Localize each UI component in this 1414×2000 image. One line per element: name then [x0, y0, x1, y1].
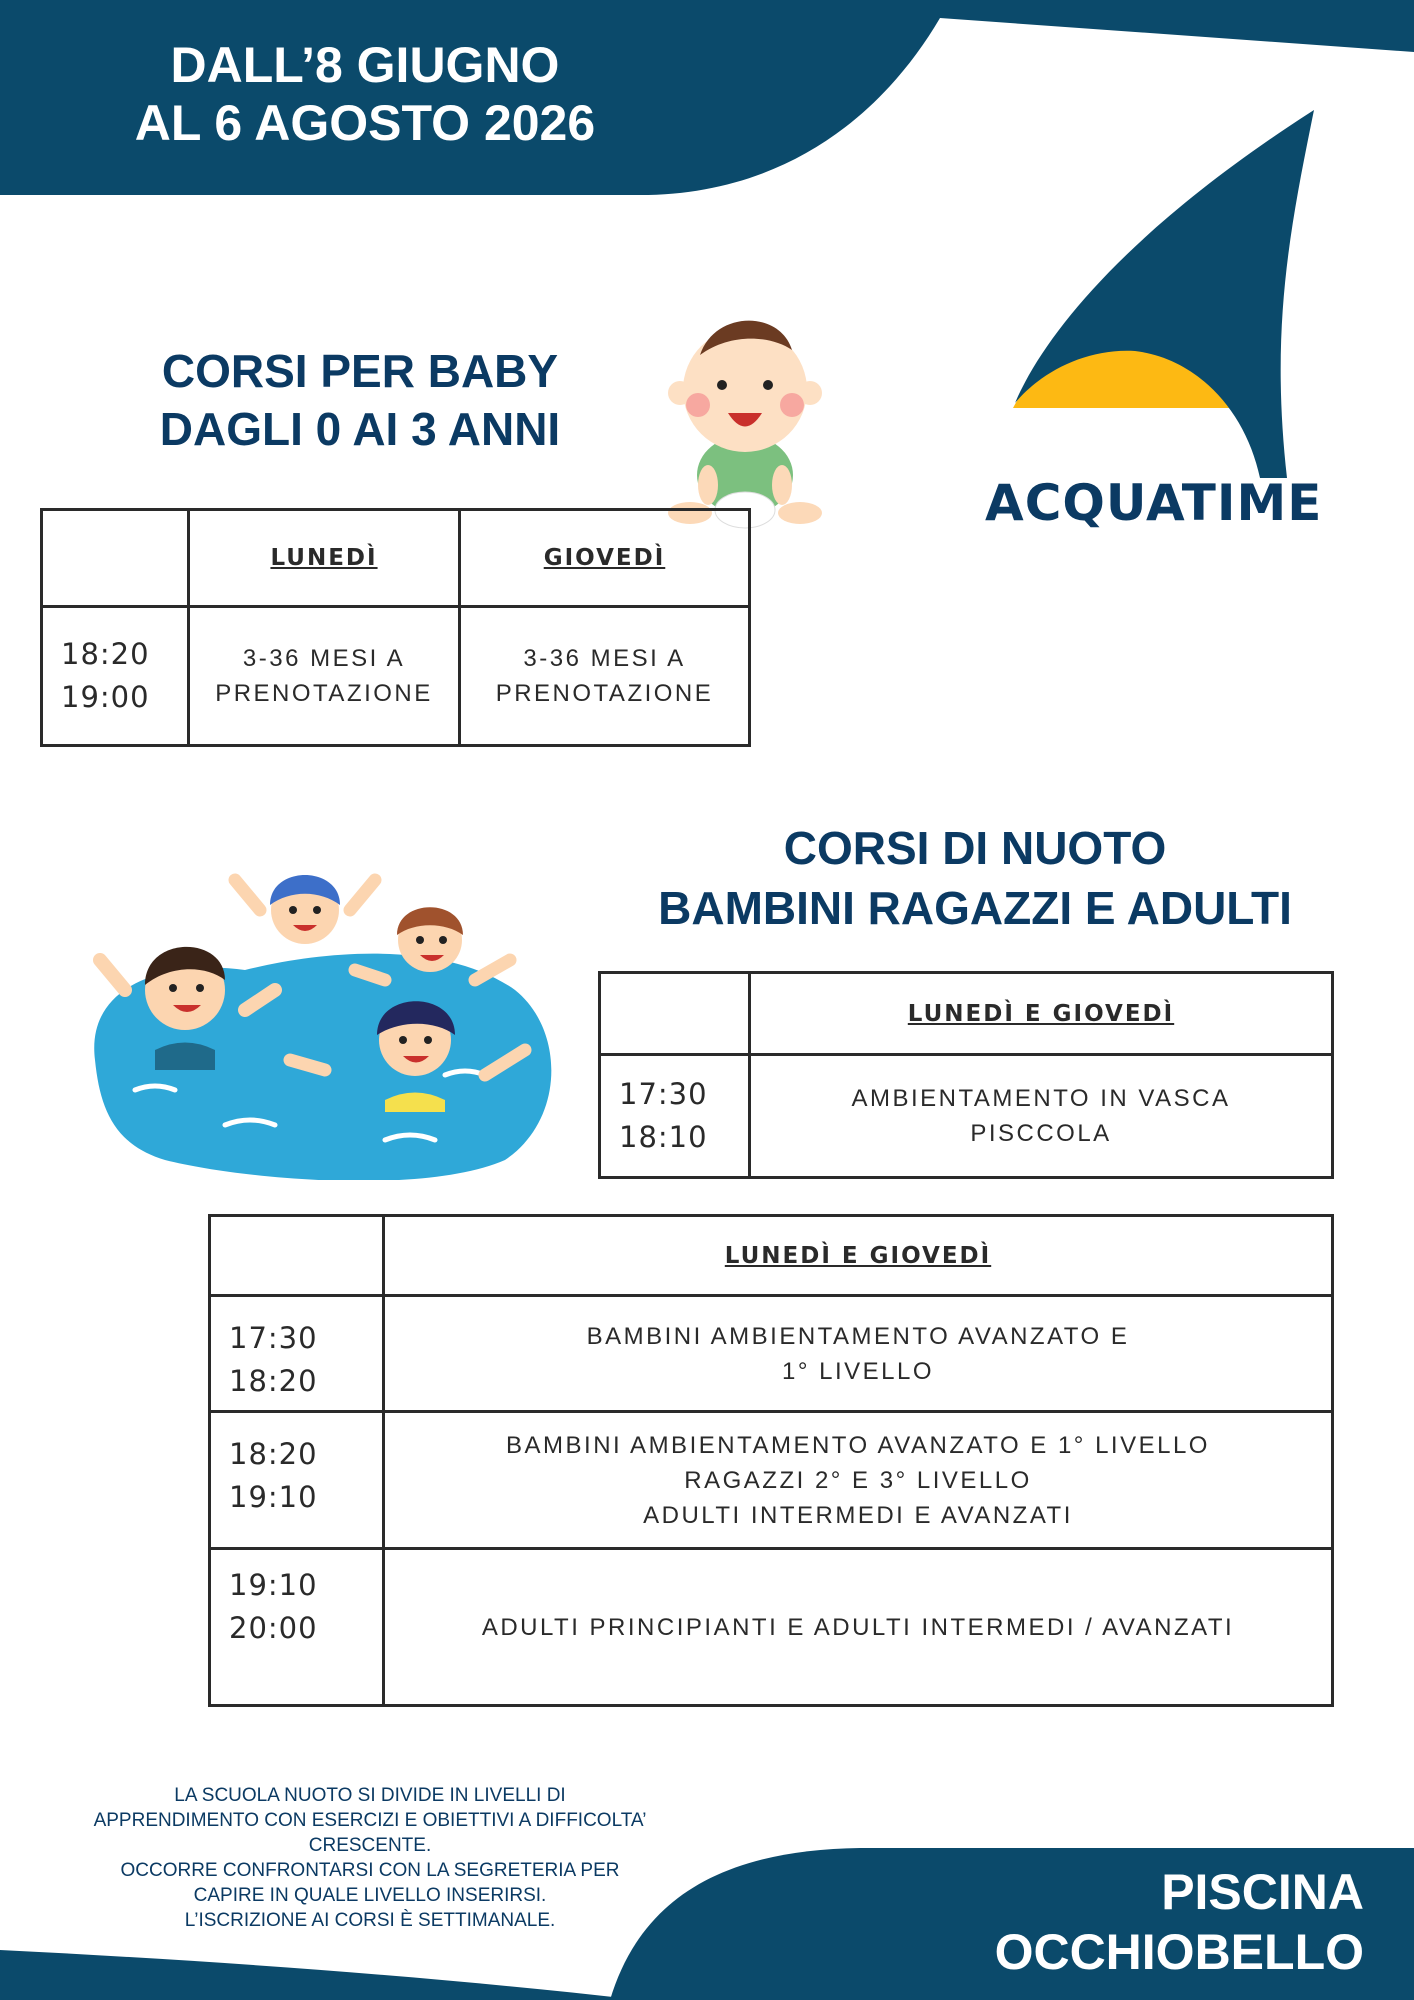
time-end: 19:10 — [229, 1480, 318, 1514]
course-text-line: PISCCOLA — [970, 1120, 1112, 1147]
footnote-line: APPRENDIMENTO CON ESERCIZI E OBIETTIVI A DIFFICOLTA’ — [93, 1810, 647, 1831]
swim-title-line-1: CORSI DI NUOTO — [783, 822, 1167, 874]
course-cell — [384, 1549, 1333, 1706]
time-start: 18:20 — [61, 637, 150, 671]
table-row — [210, 1296, 1333, 1412]
shark-fin-sun-icon — [985, 108, 1325, 478]
course-cell — [384, 1296, 1333, 1412]
time-start: 17:30 — [619, 1077, 708, 1111]
course-text-line: BAMBINI AMBIENTAMENTO AVANZATO E — [586, 1322, 1130, 1350]
time-start: 19:10 — [229, 1568, 318, 1602]
course-text-line: PRENOTAZIONE — [495, 680, 714, 707]
baby-courses-title — [110, 342, 610, 458]
time-cell — [600, 1055, 750, 1178]
baby-title-line-2: DAGLI 0 AI 3 ANNI — [159, 403, 561, 455]
table-corner-cell — [42, 510, 189, 607]
footnote-line: LA SCUOLA NUOTO SI DIVIDE IN LIVELLI DI — [174, 1785, 566, 1806]
course-cell — [384, 1412, 1333, 1549]
table-corner-cell — [210, 1216, 384, 1296]
thursday-course-cell — [460, 607, 750, 746]
day-header-thursday: GIOVEDÌ — [460, 510, 750, 607]
baby-schedule-table — [40, 508, 751, 747]
time-end: 19:00 — [61, 680, 150, 714]
swim-small-schedule-table — [598, 971, 1334, 1179]
footnote-line: CRESCENTE. — [308, 1835, 432, 1856]
swim-title-line-2: BAMBINI RAGAZZI E ADULTI — [658, 882, 1292, 934]
course-cell — [750, 1055, 1333, 1178]
course-text-line: ADULTI PRINCIPIANTI E ADULTI INTERMEDI / AVANZATI — [481, 1613, 1235, 1641]
table-row — [600, 1055, 1333, 1178]
day-header-monday-thursday: LUNEDÌ E GIOVEDÌ — [750, 973, 1333, 1055]
date-range-line-2: AL 6 AGOSTO 2026 — [134, 95, 596, 151]
time-cell — [210, 1412, 384, 1549]
footnote-line: L’ISCRIZIONE AI CORSI È SETTIMANALE. — [184, 1910, 556, 1931]
venue-line-1: PISCINA — [1161, 1864, 1364, 1920]
venue-line-2: OCCHIOBELLO — [994, 1924, 1364, 1980]
time-cell — [42, 607, 189, 746]
table-corner-cell — [600, 973, 750, 1055]
course-text-line: 3-36 MESI A — [523, 645, 686, 672]
course-text-line: 1° LIVELLO — [781, 1357, 934, 1385]
time-end: 18:20 — [229, 1364, 318, 1398]
table-row — [210, 1549, 1333, 1706]
kids-swimming-illustration — [85, 860, 565, 1180]
day-header-monday: LUNEDÌ — [189, 510, 460, 607]
course-text-line: RAGAZZI 2° E 3° LIVELLO — [684, 1466, 1032, 1494]
time-end: 20:00 — [229, 1611, 318, 1645]
time-start: 18:20 — [229, 1437, 318, 1471]
course-text-line: BAMBINI AMBIENTAMENTO AVANZATO E 1° LIVELLO — [506, 1431, 1210, 1459]
swim-large-schedule-table — [208, 1214, 1334, 1707]
time-end: 18:10 — [619, 1120, 708, 1154]
baby-title-line-1: CORSI PER BABY — [161, 345, 559, 397]
course-text-line: PRENOTAZIONE — [215, 680, 433, 707]
monday-course-cell — [189, 607, 460, 746]
time-cell — [210, 1296, 384, 1412]
swim-courses-title — [610, 818, 1340, 938]
table-row — [42, 607, 750, 746]
footnote-line: OCCORRE CONFRONTARSI CON LA SEGRETERIA PER — [120, 1860, 620, 1881]
course-text-line: 3-36 MESI A — [242, 645, 406, 672]
table-row — [210, 1412, 1333, 1549]
baby-illustration — [660, 305, 830, 535]
time-cell — [210, 1549, 384, 1706]
course-text-line: ADULTI INTERMEDI E AVANZATI — [643, 1501, 1073, 1529]
acquatime-logo — [985, 108, 1325, 518]
time-start: 17:30 — [229, 1321, 318, 1355]
footnote-line: CAPIRE IN QUALE LIVELLO INSERIRSI. — [193, 1885, 547, 1906]
logo-wordmark: ACQUATIME — [985, 474, 1323, 532]
course-text-line: AMBIENTAMENTO IN VASCA — [851, 1085, 1231, 1112]
day-header-monday-thursday: LUNEDÌ E GIOVEDÌ — [384, 1216, 1333, 1296]
venue-name — [995, 1862, 1364, 1982]
date-range-line-1: DALL’8 GIUGNO — [170, 37, 560, 93]
levels-footnote — [60, 1783, 680, 1933]
